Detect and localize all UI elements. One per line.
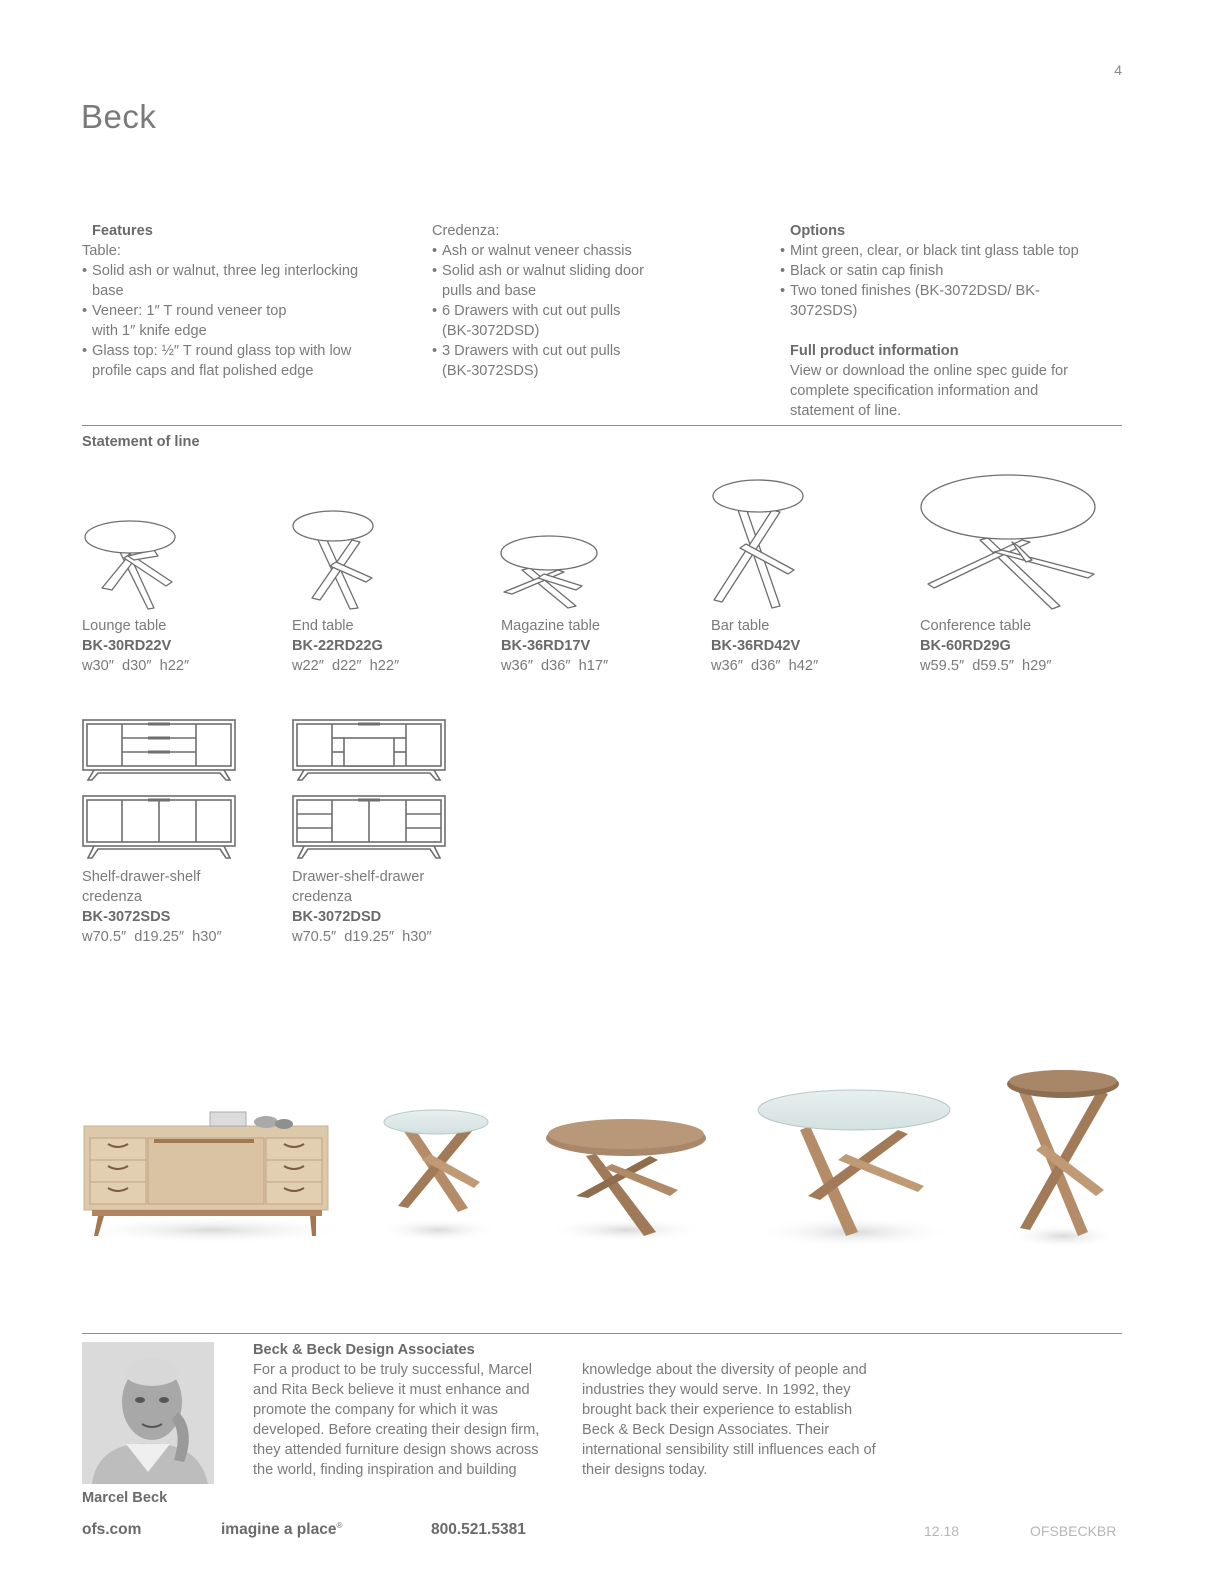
features-table-section — [82, 221, 402, 381]
designer-portrait — [82, 1342, 214, 1484]
footer-website[interactable]: ofs.com — [82, 1521, 142, 1538]
credenza-feature-item: • 6 Drawers with cut out pulls (BK-3072DSD) — [432, 301, 642, 341]
lounge-table-drawing — [85, 521, 175, 609]
product-label: Conference table — [920, 618, 1032, 634]
option-item: • Two toned finishes (BK-3072DSD/ BK-3072SDS) — [780, 281, 1040, 321]
product-code: BK-22RD22G — [292, 638, 383, 654]
product-dims: w70.5″ d19.25″ h30″ — [82, 929, 222, 945]
credenza-line-drawings — [82, 718, 452, 863]
full-info-text: View or download the online spec guide for complete specification information and statement of line. — [790, 363, 1069, 419]
bar-table-drawing — [713, 480, 803, 608]
product-lounge-table — [82, 616, 272, 676]
footer-tagline — [221, 1521, 342, 1539]
product-code: BK-3072DSD — [292, 909, 382, 925]
product-label: Bar table — [711, 618, 770, 634]
product-label: Drawer-shelf-drawer credenza — [292, 869, 425, 905]
end-table-glass-photo — [378, 1110, 498, 1242]
product-dims: w22″ d22″ h22″ — [292, 658, 400, 674]
features-heading: Features — [92, 223, 153, 239]
product-label: Magazine table — [501, 618, 600, 634]
table-feature-item: • Solid ash or walnut, three leg interlocking base — [82, 261, 382, 301]
page-number: 4 — [1114, 62, 1122, 78]
product-dims: w59.5″ d59.5″ h29″ — [920, 658, 1052, 674]
full-info-heading: Full product information — [790, 343, 959, 359]
conference-table-drawing — [921, 475, 1095, 609]
credenza-label: Credenza: — [432, 223, 500, 239]
magazine-table-photo — [546, 1119, 706, 1242]
end-table-drawing — [293, 511, 373, 609]
product-dims: w70.5″ d19.25″ h30″ — [292, 929, 432, 945]
table-line-drawings — [82, 470, 1122, 615]
product-label: Shelf-drawer-shelf credenza — [82, 869, 201, 905]
options-heading: Options — [790, 223, 846, 239]
product-code: BK-3072SDS — [82, 909, 171, 925]
product-end-table — [292, 616, 482, 676]
table-label: Table: — [82, 243, 121, 259]
product-magazine-table — [501, 616, 691, 676]
product-conference-table — [920, 616, 1120, 676]
tagline-text: imagine a place — [221, 1521, 337, 1539]
product-code: BK-36RD17V — [501, 638, 591, 654]
footer-date: 12.18 — [924, 1523, 960, 1539]
divider-bottom — [82, 1333, 1122, 1334]
option-item: • Mint green, clear, or black tint glass table top — [780, 241, 1110, 261]
table-feature-item: • Glass top: ½″ T round glass top with low profile caps and flat polished edge — [82, 341, 382, 381]
designer-bio-col2: knowledge about the diversity of people and industries they would serve. In 1992, they brought back their experience to establish Beck & Beck Design Associates. Their international sensibility still influences each of their designs today. — [582, 1362, 876, 1478]
dsd-credenza-back-drawing — [293, 796, 445, 858]
product-dims: w36″ d36″ h17″ — [501, 658, 609, 674]
product-dims: w36″ d36″ h42″ — [711, 658, 819, 674]
designer-bio-col1 — [253, 1340, 563, 1480]
product-code: BK-60RD29G — [920, 638, 1011, 654]
footer-doc-code: OFSBECKBR — [1030, 1523, 1117, 1539]
designer-firm-heading: Beck & Beck Design Associates — [253, 1342, 475, 1358]
product-code: BK-36RD42V — [711, 638, 801, 654]
registered-mark: ® — [336, 1521, 343, 1530]
product-code: BK-30RD22V — [82, 638, 172, 654]
product-photos — [78, 1060, 1128, 1260]
sds-credenza-back-drawing — [83, 796, 235, 858]
divider-top — [82, 425, 1122, 426]
table-feature-item: • Veneer: 1″ T round veneer top with 1″ knife edge — [82, 301, 312, 341]
product-dims: w30″ d30″ h22″ — [82, 658, 190, 674]
dsd-credenza-front-drawing — [293, 720, 445, 780]
options-section — [780, 221, 1110, 421]
statement-heading: Statement of line — [82, 434, 200, 450]
product-bar-table — [711, 616, 901, 676]
credenza-feature-item: • 3 Drawers with cut out pulls (BK-3072SDS) — [432, 341, 642, 381]
designer-bio-text: For a product to be truly successful, Marcel and Rita Beck believe it must enhance and promote the company for which it was developed. Before creating their design firm, they attended furniture design shows across the world, finding inspiration and building — [253, 1362, 540, 1478]
page-title: Beck — [81, 98, 157, 135]
features-credenza-section — [432, 221, 692, 381]
credenza-feature-item: • Solid ash or walnut sliding door pulls and base — [432, 261, 672, 301]
product-sds-credenza — [82, 867, 272, 947]
credenza-photo — [78, 1112, 353, 1244]
product-label: End table — [292, 618, 354, 634]
product-dsd-credenza — [292, 867, 482, 947]
magazine-table-drawing — [501, 536, 597, 608]
footer-phone[interactable]: 800.521.5381 — [431, 1521, 526, 1538]
option-item: • Black or satin cap finish — [780, 261, 1110, 281]
sds-credenza-front-drawing — [83, 720, 235, 780]
credenza-feature-item: • Ash or walnut veneer chassis — [432, 241, 672, 261]
product-label: Lounge table — [82, 618, 167, 634]
designer-name: Marcel Beck — [82, 1490, 168, 1506]
bar-table-photo — [1007, 1070, 1119, 1248]
conference-table-glass-photo — [754, 1090, 954, 1248]
